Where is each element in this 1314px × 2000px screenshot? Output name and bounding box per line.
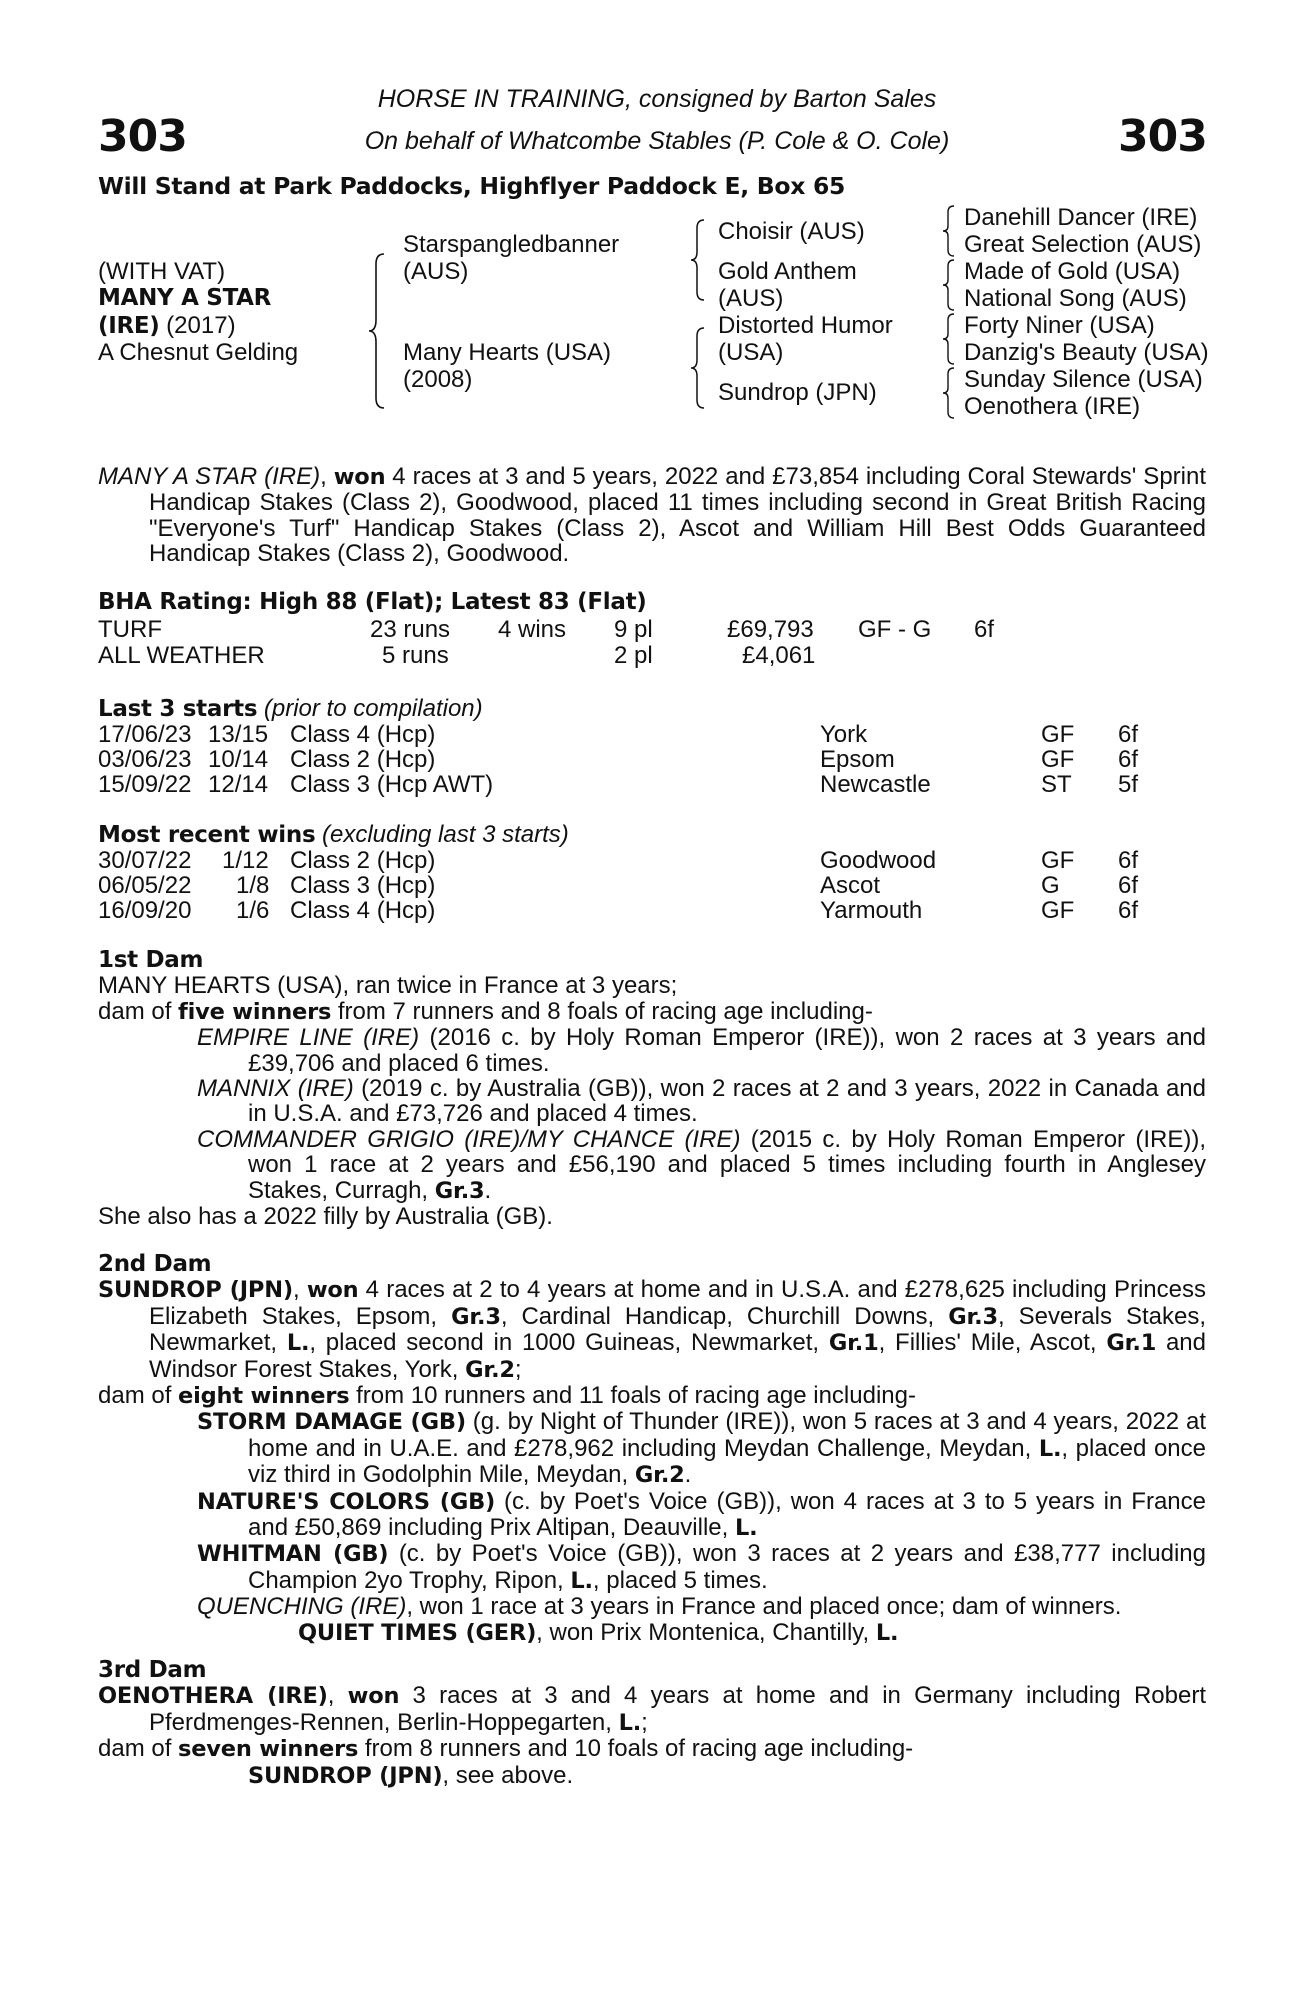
lot-number-right: 303 [1118,111,1207,162]
last-starts-heading: Last 3 starts [98,696,258,722]
pedigree-brace-dam [688,326,708,410]
produce-name: MANNIX (IRE) [197,1075,354,1103]
start-position: 12/14 [208,771,269,798]
third-dam-record: OENOTHERA (IRE), won 3 races at 3 and 4 years at home and in Germany including Robert Pferdmenges-Rennen, Berlin-Hoppegarten, L.; [98,1682,1206,1736]
pedigree-brace-main [366,252,390,410]
start-position: 10/14 [208,746,269,773]
second-dam-produce-item: QUENCHING (IRE), won 1 race at 3 years in France and placed once; dam of winners. [197,1593,1122,1621]
win-going: GF [1041,897,1075,924]
rating-prize: £4,061 [742,642,816,669]
bha-rating-heading: BHA Rating: High 88 (Flat); Latest 83 (Flat) [98,589,647,615]
win-distance: 6f [1118,872,1139,899]
second-dam-grandproduce-item: QUIET TIMES (GER), won Prix Montenica, Chantilly, L. [298,1618,899,1646]
g3-ancestor: Forty Niner (USA) [964,312,1155,339]
start-race: Class 3 (Hcp AWT) [290,771,494,798]
pedigree-brace-g3-1 [940,204,958,258]
win-race: Class 3 (Hcp) [290,872,436,899]
win-row [0,898,1314,924]
first-dam-section [98,948,1206,1229]
rating-wins: 4 wins [498,616,567,643]
first-dam-produce-item: EMPIRE LINE (IRE) (2016 c. by Holy Roman Emperor (IRE)), won 2 races at 3 years and £39,706 and placed 6 times. [197,1024,1207,1077]
recent-wins-heading-line [98,822,569,848]
sire-dam-name: Gold Anthem [718,258,857,285]
start-date: 15/09/22 [98,771,192,798]
second-dam-produce-intro: dam of eight winners from 10 runners and 11 foals of racing age including- [98,1382,916,1410]
second-dam-record: SUNDROP (JPN), won 4 races at 2 to 4 years at home and in U.S.A. and £278,625 including Princess Elizabeth Stakes, Epsom, Gr.3, Cardinal Handicap, Churchill Downs, Gr.3, Severals Stakes, Newmarket, L., placed second in 1000 Guineas, Newmarket, Gr.1, Fillies' Mile, Ascot, Gr.1 and Windsor Forest Stakes, York, Gr.2; [98,1276,1206,1383]
second-dam-produce-item: NATURE'S COLORS (GB) (c. by Poet's Voice (GB)), won 4 races at 3 to 5 years in France and £50,869 including Prix Altipan, Deauville, L. [197,1487,1206,1542]
start-row [0,747,1314,773]
consignor-line: HORSE IN TRAINING, consigned by Barton Sales [377,85,937,113]
second-dam-section [98,1252,1206,1646]
third-dam-produce-item: SUNDROP (JPN), see above. [248,1761,574,1789]
lot-number-left: 303 [98,111,187,162]
start-distance: 5f [1118,771,1139,798]
first-dam-heading: 1st Dam [98,947,204,973]
vat-note: (WITH VAT) [98,258,226,285]
g3-ancestor: Danzig's Beauty (USA) [964,339,1209,366]
rating-prize: £69,793 [727,616,814,643]
win-position: 1/6 [236,897,270,924]
win-going: G [1041,872,1060,899]
start-date: 17/06/23 [98,721,192,748]
win-date: 06/05/22 [98,872,192,899]
win-distance: 6f [1118,847,1139,874]
horse-description: A Chesnut Gelding [98,339,299,366]
second-dam-produce-item: WHITMAN (GB) (c. by Poet's Voice (GB)), won 3 races at 2 years and £38,777 including Champion 2yo Trophy, Ripon, L., placed 5 times. [197,1540,1206,1594]
horse-name: MANY A STAR [98,285,272,311]
rating-runs: 5 runs [382,642,449,669]
g3-ancestor: Danehill Dancer (IRE) [964,204,1198,231]
win-going: GF [1041,847,1075,874]
win-date: 30/07/22 [98,847,192,874]
win-race: Class 2 (Hcp) [290,847,436,874]
rating-runs: 23 runs [370,616,451,643]
start-row [0,772,1314,798]
win-row [0,873,1314,899]
first-dam-produce-intro: dam of five winners from 7 runners and 8 foals of racing age including- [98,997,873,1025]
win-distance: 6f [1118,897,1139,924]
sire-name: Starspangledbanner [403,231,620,258]
win-course: Goodwood [820,847,937,874]
start-race: Class 4 (Hcp) [290,721,436,748]
pedigree-brace-sire [688,218,708,302]
horse-name-line2 [98,312,236,340]
start-distance: 6f [1118,721,1139,748]
g3-ancestor: Oenothera (IRE) [964,393,1141,420]
summary-horse-name: MANY A STAR (IRE) [98,463,321,490]
start-race: Class 2 (Hcp) [290,746,436,773]
first-dam-produce-item: MANNIX (IRE) (2019 c. by Australia (GB)), won 2 races at 2 and 3 years, 2022 in Canada and in U.S.A. and £73,726 and placed 4 times. [197,1075,1207,1128]
recent-wins-note: (excluding last 3 starts) [315,821,569,848]
dam-year: (2008) [403,366,473,393]
rating-placed: 9 pl [614,616,653,643]
start-row [0,722,1314,748]
win-course: Yarmouth [820,897,923,924]
win-position: 1/8 [236,872,270,899]
second-dam-heading: 2nd Dam [98,1251,212,1277]
sire-country: (AUS) [403,258,469,285]
start-position: 13/15 [208,721,269,748]
third-dam-heading: 3rd Dam [98,1657,207,1683]
g3-ancestor: Great Selection (AUS) [964,231,1202,258]
first-dam-produce-item: COMMANDER GRIGIO (IRE)/MY CHANCE (IRE) (2015 c. by Holy Roman Emperor (IRE)), won 1 race at 2 years and £56,190 and placed 5 times including fourth in Anglesey Stakes, Curragh, Gr.3. [197,1125,1206,1204]
third-dam-produce-intro: dam of seven winners from 8 runners and 10 foals of racing age including- [98,1735,914,1763]
rating-surface: TURF [98,616,162,643]
stand-location: Will Stand at Park Paddocks, Highflyer Paddock E, Box 65 [98,172,846,200]
win-date: 16/09/20 [98,897,192,924]
first-dam-line: MANY HEARTS (USA), ran twice in France at 3 years; [98,972,678,1000]
win-course: Ascot [820,872,881,899]
produce-name: EMPIRE LINE (IRE) [197,1024,420,1052]
win-position: 1/12 [222,847,269,874]
third-dam-section [98,1658,1206,1789]
second-dam-produce-item: STORM DAMAGE (GB) (g. by Night of Thunder (IRE)), won 5 races at 3 and 4 years, 2022 at home and in U.A.E. and £278,962 including Meydan Challenge, Meydan, L., placed once viz third in Godolphin Mile, Meydan, Gr.2. [197,1408,1207,1489]
rating-surface: ALL WEATHER [98,642,265,669]
pedigree-brace-g3-3 [940,312,958,366]
summary-won: won [333,464,386,490]
rating-placed: 2 pl [614,642,653,669]
dam-dam: Sundrop (JPN) [718,379,877,406]
sire-sire: Choisir (AUS) [718,218,865,245]
start-distance: 6f [1118,746,1139,773]
rating-going: GF - G [858,616,932,643]
pedigree-brace-g3-4 [940,366,958,420]
dam-sire-name: Distorted Humor [718,312,893,339]
rating-distance: 6f [974,616,995,643]
sire-dam-country: (AUS) [718,285,784,312]
first-dam-also: She also has a 2022 filly by Australia (GB). [98,1203,553,1231]
start-date: 03/06/23 [98,746,192,773]
g3-ancestor: Made of Gold (USA) [964,258,1181,285]
summary-text: 4 races at 3 and 5 years, 2022 and £73,854 including Coral Stewards' Sprint Handicap Stakes (Class 2), Goodwood, placed 11 times including second in Great British Racing "Everyone's Turf" Handicap Stakes (Class 2), Ascot and William Hill Best Odds Guaranteed Handicap Stakes (Class 2), Goodwood. [149,463,1207,568]
win-row [0,848,1314,874]
produce-name: COMMANDER GRIGIO (IRE)/MY CHANCE (IRE) [197,1125,741,1153]
start-course: Epsom [820,746,895,773]
horse-country: (IRE) [98,313,160,339]
start-course: Newcastle [820,771,931,798]
win-race: Class 4 (Hcp) [290,897,436,924]
horse-year: (2017) [159,312,236,339]
g3-ancestor: National Song (AUS) [964,285,1187,312]
dam-sire-country: (USA) [718,339,784,366]
vendor-line: On behalf of Whatcombe Stables (P. Cole & O. Cole) [364,127,950,155]
start-course: York [820,721,868,748]
g3-ancestor: Sunday Silence (USA) [964,366,1203,393]
recent-wins-heading: Most recent wins [98,822,316,848]
last-starts-note: (prior to compilation) [257,695,483,722]
start-going: ST [1041,771,1072,798]
start-going: GF [1041,721,1075,748]
last-starts-heading-line [98,696,483,722]
start-going: GF [1041,746,1075,773]
pedigree-brace-g3-2 [940,258,958,312]
rating-row-all-weather [0,643,1314,669]
race-summary: MANY A STAR (IRE), won 4 races at 3 and 5 years, 2022 and £73,854 including Coral Stewards' Sprint Handicap Stakes (Class 2), Goodwood, placed 11 times including second in Great British Racing "Everyone's Turf" Handicap Stakes (Class 2), Ascot and William Hill Best Odds Guaranteed Handicap Stakes (Class 2), Goodwood. [98,463,1207,568]
rating-row-turf [0,617,1314,643]
dam-name: Many Hearts (USA) [403,339,612,366]
